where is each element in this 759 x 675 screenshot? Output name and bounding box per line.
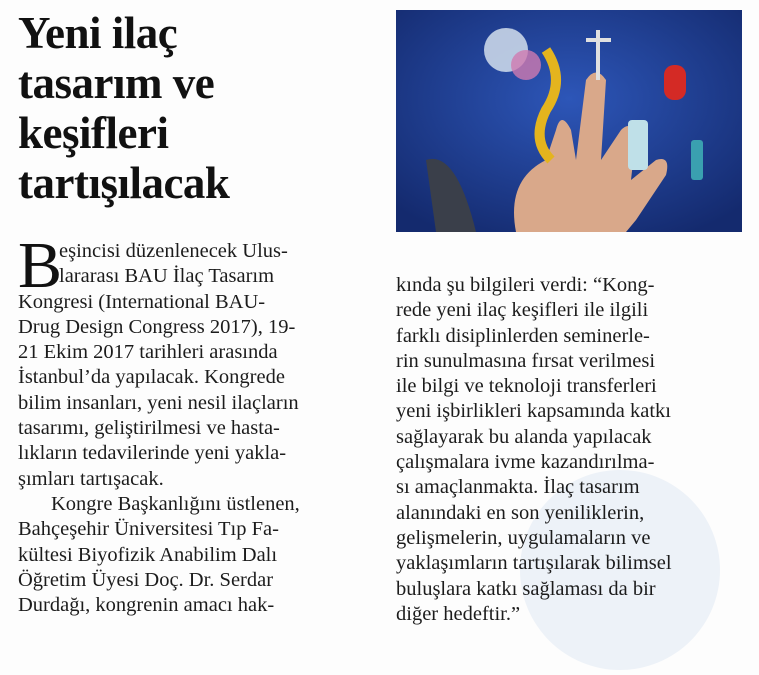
body-column-right	[396, 273, 672, 627]
text-line: Kongresi (International BAU-	[18, 290, 266, 313]
body-column-left	[18, 239, 300, 618]
text-line: eşincisi düzenlenecek Ulus-	[59, 240, 288, 262]
text-line: yeni işbirlikleri kapsamında katkı	[396, 400, 671, 423]
text-line: diğer hedeftir.”	[396, 602, 521, 625]
text-line: bilim insanları, yeni nesil ilaçların	[18, 391, 299, 414]
text-line: tasarımı, geliştirilmesi ve hasta-	[18, 417, 280, 440]
text-line: yaklaşımların tartışılarak bilimsel	[396, 552, 672, 575]
text-line: buluşlara katkı sağlaması da bir	[396, 577, 656, 600]
text-line: çalışmalara ivme kazandırılma-	[396, 451, 655, 474]
text-line: farklı disiplinlerden seminerle-	[396, 324, 650, 347]
hand-with-molecules-photo	[396, 10, 742, 232]
drop-cap: B	[18, 229, 63, 302]
text-line: Kongre Başkanlığını üstlenen,	[51, 492, 300, 515]
headline	[18, 8, 388, 208]
text-line: ile bilgi ve teknoloji transferleri	[396, 375, 657, 398]
text-line: lararası BAU İlaç Tasarım	[59, 265, 275, 288]
text-line: rede yeni ilaç keşifleri ile ilgili	[396, 299, 649, 322]
text-line: kültesi Biyofizik Anabilim Dalı	[18, 543, 278, 566]
headline-line: Yeni ilaç	[18, 8, 178, 58]
text-line: Bahçeşehir Üniversitesi Tıp Fa-	[18, 518, 279, 541]
text-line: rin sunulmasına fırsat verilmesi	[396, 349, 656, 372]
text-line: Drug Design Congress 2017), 19-	[18, 315, 296, 338]
text-line: İstanbul’da yapılacak. Kongrede	[18, 366, 285, 389]
text-line: 21 Ekim 2017 tarihleri arasında	[18, 341, 278, 364]
headline-line: tartışılacak	[18, 158, 230, 208]
headline-line: keşifleri	[18, 108, 169, 158]
text-line: Öğretim Üyesi Doç. Dr. Serdar	[18, 568, 274, 591]
text-line: sı amaçlanmakta. İlaç tasarım	[396, 476, 640, 499]
headline-line: tasarım ve	[18, 58, 215, 108]
text-line: gelişmelerin, uygulamaların ve	[396, 526, 651, 549]
text-line: şımları tartışacak.	[18, 467, 164, 490]
text-line: lıkların tedavilerinde yeni yakla-	[18, 442, 287, 465]
text-line: sağlayarak bu alanda yapılacak	[396, 425, 652, 448]
text-line: Durdağı, kongrenin amacı hak-	[18, 594, 275, 617]
text-line: alanındaki en son yeniliklerin,	[396, 501, 645, 524]
text-line: kında şu bilgileri verdi: “Kong-	[396, 274, 655, 296]
